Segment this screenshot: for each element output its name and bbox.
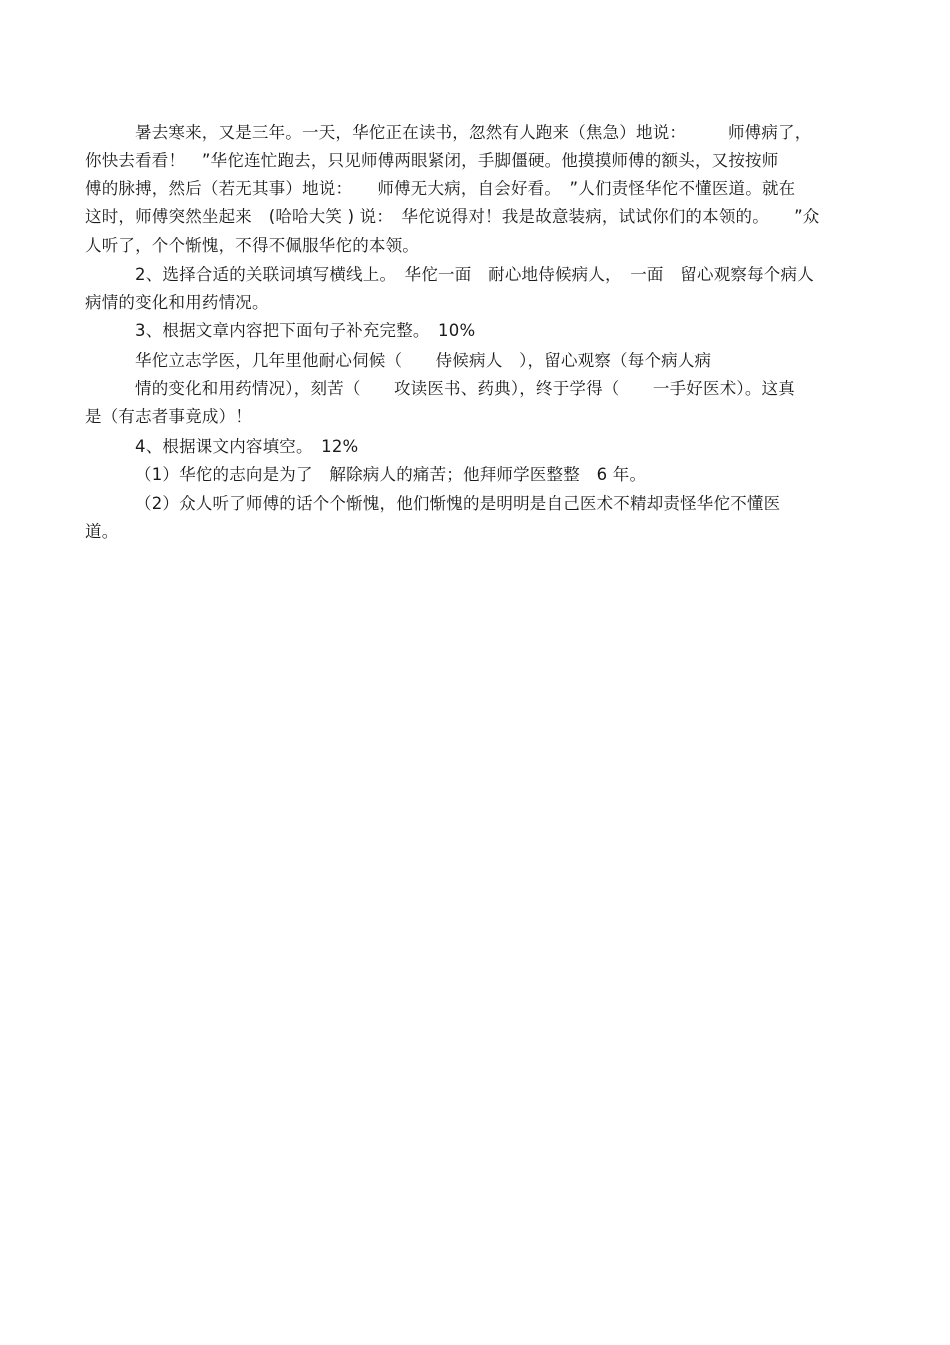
question-4-item-2-cont: 道。 [85, 522, 119, 541]
question-4-item-2: （2）众人听了师傅的话个个惭愧，他们惭愧的是明明是自己医术不精却责怪华佗不懂医 [135, 494, 781, 513]
story-line-3: 傅的脉搏，然后（若无其事）地说： 师傅无大病，自会好看。 ”人们责怪华佗不懂医道。就在 [85, 179, 796, 198]
question-3-heading: 3、根据文章内容把下面句子补充完整。 10% [135, 321, 476, 340]
story-line-1: 暑去寒来，又是三年。一天，华佗正在读书，忽然有人跑来（焦急）地说： 师傅病了， [135, 123, 812, 142]
question-2-line-1: 2、选择合适的关联词填写横线上。 华佗一面 耐心地侍候病人， 一面 留心观察每个病人 [135, 265, 814, 284]
story-line-4: 这时，师傅突然坐起来 (哈哈大笑 ) 说： 华佗说得对！我是故意装病，试试你们的本领的。 ”众 [85, 207, 820, 226]
story-line-2: 你快去看看！ ”华佗连忙跑去，只见师傅两眼紧闭，手脚僵硬。他摸摸师傅的额头，又按按师 [85, 151, 779, 170]
question-2-line-2: 病情的变化和用药情况。 [85, 293, 269, 312]
question-3-line-2: 情的变化和用药情况），刻苦（ 攻读医书、药典），终于学得（ 一手好医术）。这真 [135, 379, 795, 398]
question-3-line-3: 是（有志者事竟成）！ [85, 407, 252, 426]
story-line-5: 人听了，个个惭愧，不得不佩服华佗的本领。 [85, 236, 419, 255]
question-4-item-1: （1）华佗的志向是为了 解除病人的痛苦；他拜师学医整整 6 年。 [135, 465, 647, 484]
question-4-heading: 4、根据课文内容填空。 12% [135, 437, 359, 456]
question-3-line-1: 华佗立志学医，几年里他耐心伺候（ 侍候病人 ），留心观察（每个病人病 [135, 351, 712, 370]
